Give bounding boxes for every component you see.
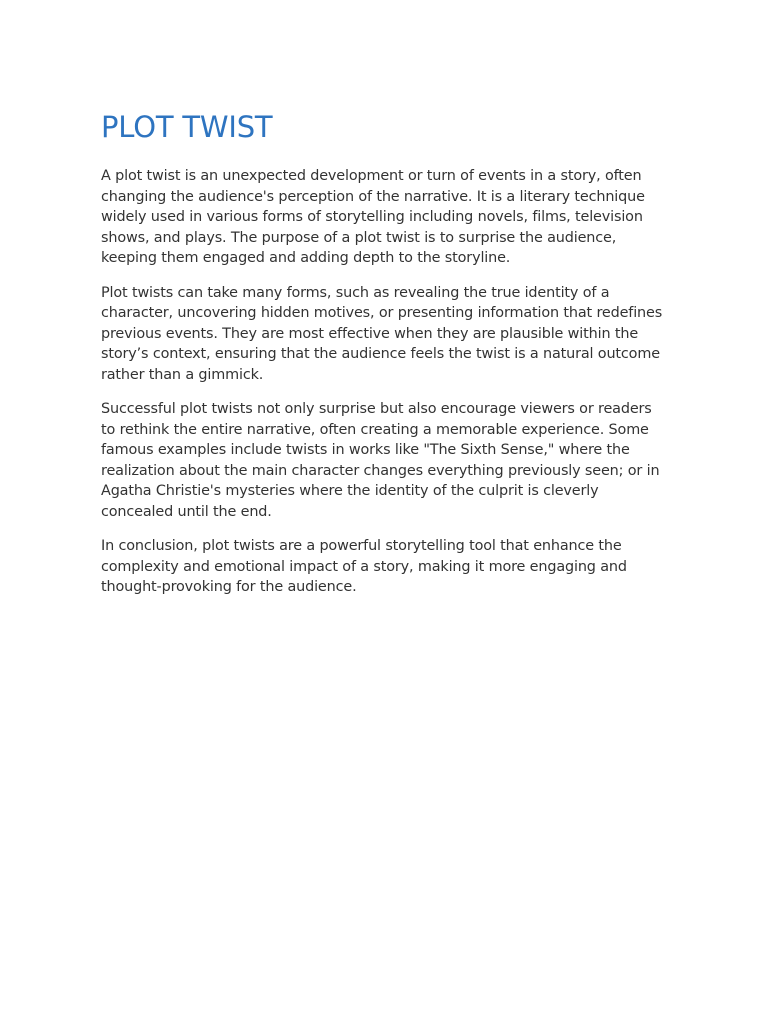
paragraph-forms: Plot twists can take many forms, such as revealing the true identity of a character, uncovering hidden motives, or presenting information that redefines previous events. They are most effective when they are plausible within the story’s context, ensuring that the audience feels the twist is a natural outcome rather than a gimmick. xyxy=(101,284,663,383)
paragraph-intro: A plot twist is an unexpected development or turn of events in a story, often changing the audience's perception of the narrative. It is a literary technique widely used in various forms of storytelling including novels, films, television shows, and plays. The purpose of a plot twist is to surprise the audience, keeping them engaged and adding depth to the storyline. xyxy=(101,168,645,266)
document-title: PLOT TWIST xyxy=(101,110,273,144)
paragraph-conclusion: In conclusion, plot twists are a powerful storytelling tool that enhance the complexity and emotional impact of a story, making it more engaging and thought-provoking for the audience. xyxy=(101,538,627,595)
paragraph-examples: Successful plot twists not only surprise but also encourage viewers or readers to rethink the entire narrative, often creating a memorable experience. Some famous examples include twists in works like "The Sixth Sense," where the realization about the main character changes everything previously seen; or in Agatha Christie's mysteries where the identity of the culprit is cleverly concealed until the end. xyxy=(101,401,660,520)
document-page xyxy=(101,107,667,612)
